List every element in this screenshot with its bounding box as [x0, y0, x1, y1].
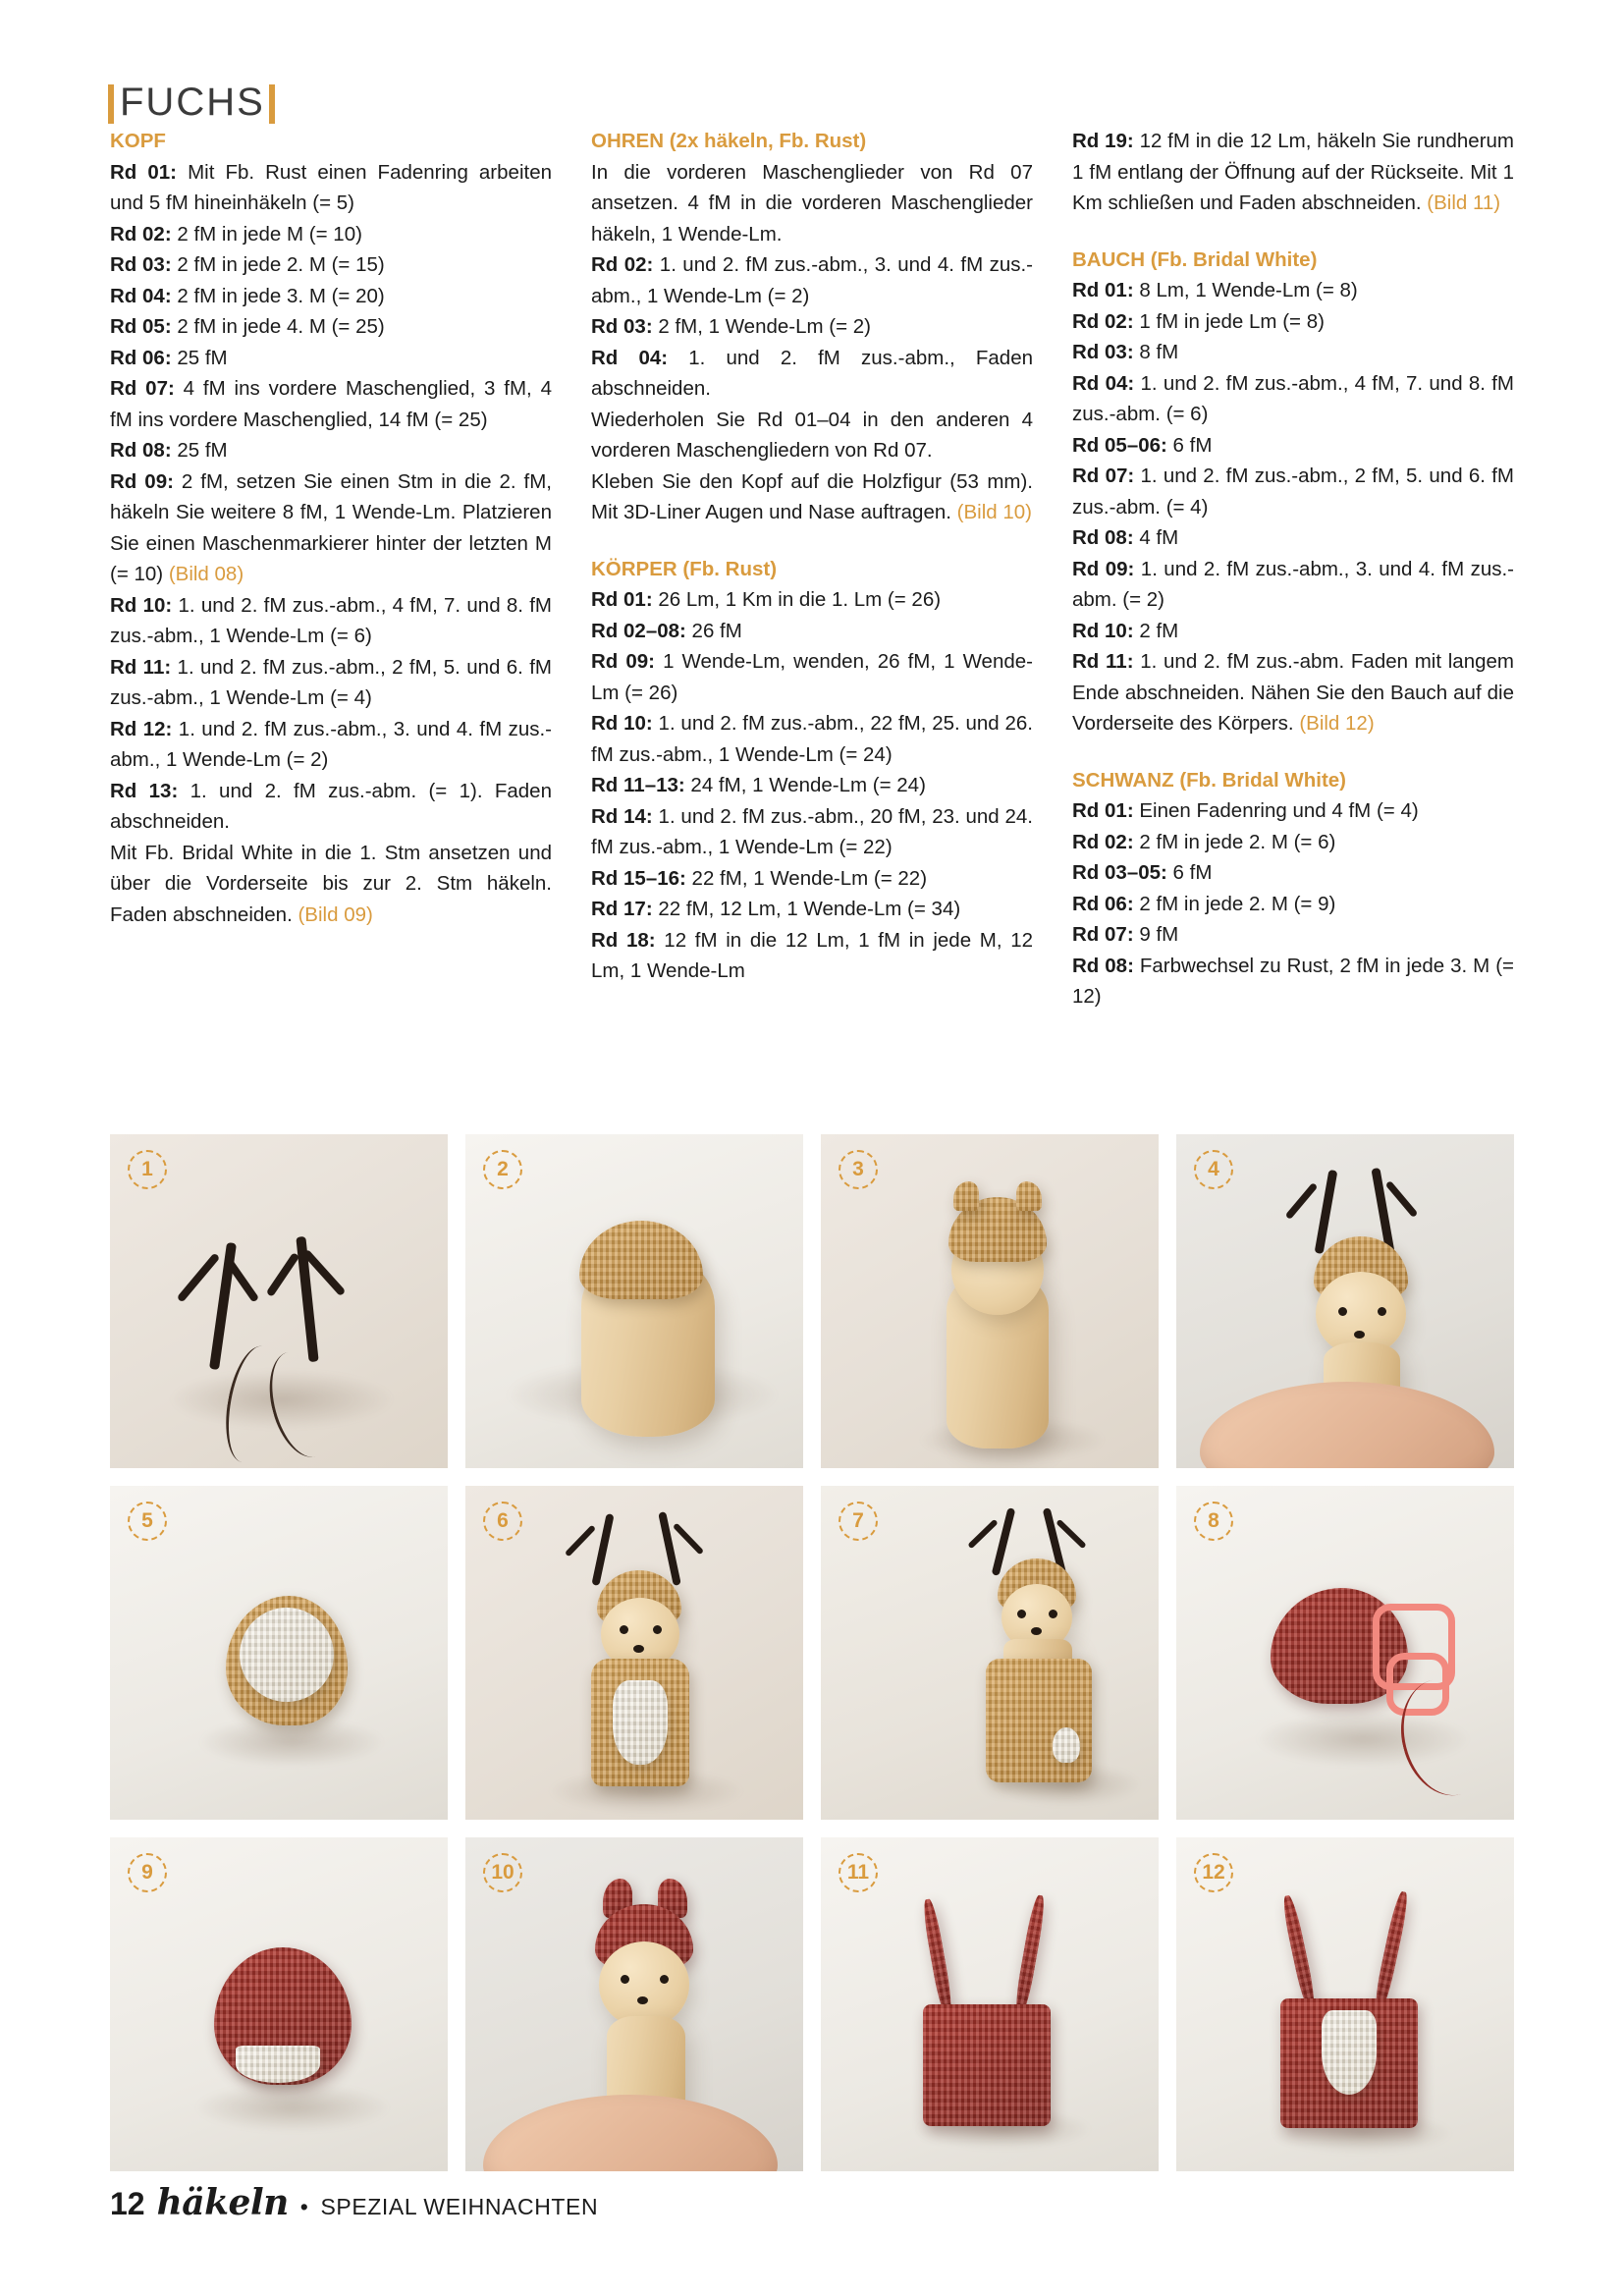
photo-badge-5: [128, 1502, 167, 1541]
column-2: [591, 126, 1033, 1012]
photo-badge-7: [839, 1502, 878, 1541]
instruction-line: Mit Fb. Bridal White in die 1. Stm ansetzen und über die Vorderseite bis zur 2. Stm häkeln. Faden abschneiden. (Bild 09): [110, 841, 552, 926]
photo-badge-11: [839, 1853, 878, 1892]
photo-badge-8: [1194, 1502, 1233, 1541]
instruction-line: Rd 12: 1. und 2. fM zus.-abm., 3. und 4. fM zus.-abm., 1 Wende-Lm (= 2): [110, 717, 552, 771]
photo-number: 12: [1202, 1861, 1225, 1884]
instruction-line: Rd 04: 2 fM in jede 3. M (= 20): [110, 284, 385, 307]
page-title: FUCHS: [108, 79, 275, 129]
photo-number: 11: [846, 1861, 870, 1884]
section-heading-bauch: BAUCH (Fb. Bridal White): [1072, 247, 1318, 271]
instruction-line: Rd 14: 1. und 2. fM zus.-abm., 20 fM, 23. und 24. fM zus.-abm., 1 Wende-Lm (= 22): [591, 804, 1033, 858]
instruction-line: Rd 02: 2 fM in jede 2. M (= 6): [1072, 830, 1336, 853]
section-heading-kopf: KOPF: [110, 130, 166, 152]
photo-6: [465, 1486, 803, 1820]
photo-badge-4: [1194, 1150, 1233, 1189]
instruction-line: Rd 01: Einen Fadenring und 4 fM (= 4): [1072, 799, 1419, 822]
photo-4: [1176, 1134, 1514, 1468]
instruction-line: Rd 19: 12 fM in die 12 Lm, häkeln Sie rundherum 1 fM entlang der Öffnung auf der Rückseite. Mit 1 Km schließen und Faden abschneiden. (Bild 11): [1072, 130, 1515, 214]
instruction-line: Rd 02–08: 26 fM: [591, 619, 742, 642]
photo-badge-3: [839, 1150, 878, 1189]
footer-separator: •: [299, 2194, 309, 2219]
instruction-line: Rd 15–16: 22 fM, 1 Wende-Lm (= 22): [591, 866, 928, 890]
instruction-line: Rd 05–06: 6 fM: [1072, 433, 1213, 457]
photo-grid: [110, 1134, 1514, 2171]
instruction-line: Rd 05: 2 fM in jede 4. M (= 25): [110, 315, 385, 338]
photo-badge-6: [483, 1502, 522, 1541]
photo-1: [110, 1134, 448, 1468]
instruction-line: Rd 03: 8 fM: [1072, 341, 1179, 363]
instruction-line: Rd 10: 2 fM: [1072, 619, 1179, 642]
photo-5: [110, 1486, 448, 1820]
instruction-line: Rd 02: 1 fM in jede Lm (= 8): [1072, 309, 1325, 333]
photo-number: 1: [141, 1158, 153, 1180]
instruction-line: Rd 11–13: 24 fM, 1 Wende-Lm (= 24): [591, 774, 926, 796]
instruction-line: Rd 11: 1. und 2. fM zus.-abm. Faden mit langem Ende abschneiden. Nähen Sie den Bauch auf die Vorderseite des Körpers. (Bild 12): [1072, 650, 1514, 735]
instruction-line: Rd 08: 4 fM: [1072, 526, 1179, 549]
instruction-line: Rd 17: 22 fM, 12 Lm, 1 Wende-Lm (= 34): [591, 898, 961, 920]
photo-number: 4: [1208, 1158, 1219, 1180]
instruction-line: In die vorderen Maschenglieder von Rd 07 ansetzen. 4 fM in die vorderen Maschenglieder häkeln, 1 Wende-Lm.: [591, 160, 1033, 246]
photo-badge-12: [1194, 1853, 1233, 1892]
instruction-line: Wiederholen Sie Rd 01–04 in den anderen 4 vorderen Maschengliedern von Rd 07.: [591, 408, 1033, 462]
instruction-line: Rd 01: 8 Lm, 1 Wende-Lm (= 8): [1072, 279, 1358, 301]
instruction-line: Rd 06: 2 fM in jede 2. M (= 9): [1072, 892, 1336, 915]
photo-9: [110, 1837, 448, 2171]
instruction-line: Rd 11: 1. und 2. fM zus.-abm., 2 fM, 5. und 6. fM zus.-abm., 1 Wende-Lm (= 4): [110, 655, 552, 709]
photo-3: [821, 1134, 1159, 1468]
page-title-wrap: [108, 79, 275, 129]
column-1: [110, 126, 552, 1012]
photo-number: 8: [1208, 1509, 1219, 1532]
photo-10: [465, 1837, 803, 2171]
photo-badge-2: [483, 1150, 522, 1189]
instruction-line: Rd 18: 12 fM in die 12 Lm, 1 fM in jede M, 12 Lm, 1 Wende-Lm: [591, 928, 1034, 982]
instruction-line: Rd 03: 2 fM, 1 Wende-Lm (= 2): [591, 315, 872, 338]
instruction-line: Rd 10: 1. und 2. fM zus.-abm., 22 fM, 25. und 26. fM zus.-abm., 1 Wende-Lm (= 24): [591, 712, 1033, 766]
photo-8: [1176, 1486, 1514, 1820]
photo-number: 7: [852, 1509, 864, 1532]
column-3: [1072, 126, 1514, 1012]
instruction-line: Rd 13: 1. und 2. fM zus.-abm. (= 1). Faden abschneiden.: [110, 779, 552, 833]
section-heading-ohren: OHREN (2x häkeln, Fb. Rust): [591, 130, 867, 152]
photo-badge-1: [128, 1150, 167, 1189]
photo-number: 10: [491, 1861, 514, 1884]
instruction-line: Rd 01: Mit Fb. Rust einen Fadenring arbeiten und 5 fM hineinhäkeln (= 5): [110, 160, 552, 214]
photo-12: [1176, 1837, 1514, 2171]
photo-number: 2: [497, 1158, 509, 1180]
instruction-line: Rd 07: 4 fM ins vordere Maschenglied, 3 fM, 4 fM ins vordere Maschenglied, 14 fM (= 25): [110, 377, 552, 431]
instruction-line: Rd 06: 25 fM: [110, 346, 228, 369]
footer-issue: SPEZIAL WEIHNACHTEN: [320, 2194, 599, 2219]
instruction-line: Kleben Sie den Kopf auf die Holzfigur (53 mm). Mit 3D-Liner Augen und Nase auftragen. (Bild 10): [591, 469, 1033, 523]
footer: [110, 2182, 598, 2223]
photo-11: [821, 1837, 1159, 2171]
instruction-line: Rd 03–05: 6 fM: [1072, 861, 1213, 884]
instruction-line: Rd 07: 1. und 2. fM zus.-abm., 2 fM, 5. und 6. fM zus.-abm. (= 4): [1072, 465, 1514, 519]
instruction-line: Rd 08: 25 fM: [110, 439, 228, 462]
instruction-line: Rd 10: 1. und 2. fM zus.-abm., 4 fM, 7. und 8. fM zus.-abm., 1 Wende-Lm (= 6): [110, 593, 552, 647]
photo-badge-9: [128, 1853, 167, 1892]
photo-number: 3: [852, 1158, 864, 1180]
text-columns: [110, 126, 1516, 1012]
instruction-line: Rd 04: 1. und 2. fM zus.-abm., Faden abschneiden.: [591, 346, 1033, 400]
photo-badge-10: [483, 1853, 522, 1892]
instruction-line: Rd 01: 26 Lm, 1 Km in die 1. Lm (= 26): [591, 588, 942, 611]
section-heading-schwanz: SCHWANZ (Fb. Bridal White): [1072, 768, 1347, 792]
photo-7: [821, 1486, 1159, 1820]
instruction-line: Rd 08: Farbwechsel zu Rust, 2 fM in jede 3. M (= 12): [1072, 954, 1515, 1008]
instruction-line: Rd 09: 1. und 2. fM zus.-abm., 3. und 4. fM zus.-abm. (= 2): [1072, 557, 1514, 611]
instruction-line: Rd 09: 1 Wende-Lm, wenden, 26 fM, 1 Wende-Lm (= 26): [591, 650, 1033, 704]
instruction-line: Rd 02: 1. und 2. fM zus.-abm., 3. und 4. fM zus.-abm., 1 Wende-Lm (= 2): [591, 253, 1033, 307]
section-heading-koerper: KÖRPER (Fb. Rust): [591, 557, 778, 580]
instruction-line: Rd 09: 2 fM, setzen Sie einen Stm in die 2. fM, häkeln Sie weitere 8 fM, 1 Wende-Lm. Platzieren Sie einen Maschenmarkierer hinter der letzten M (= 10) (Bild 08): [110, 469, 552, 585]
photo-number: 6: [497, 1509, 509, 1532]
magazine-brand: häkeln: [156, 2182, 289, 2223]
photo-number: 5: [141, 1509, 153, 1532]
instruction-line: Rd 03: 2 fM in jede 2. M (= 15): [110, 253, 385, 276]
instruction-line: Rd 02: 2 fM in jede M (= 10): [110, 222, 362, 246]
photo-number: 9: [141, 1861, 153, 1884]
instruction-line: Rd 04: 1. und 2. fM zus.-abm., 4 fM, 7. und 8. fM zus.-abm. (= 6): [1072, 371, 1514, 425]
photo-2: [465, 1134, 803, 1468]
instruction-line: Rd 07: 9 fM: [1072, 923, 1179, 946]
page-number: 12: [110, 2186, 145, 2221]
